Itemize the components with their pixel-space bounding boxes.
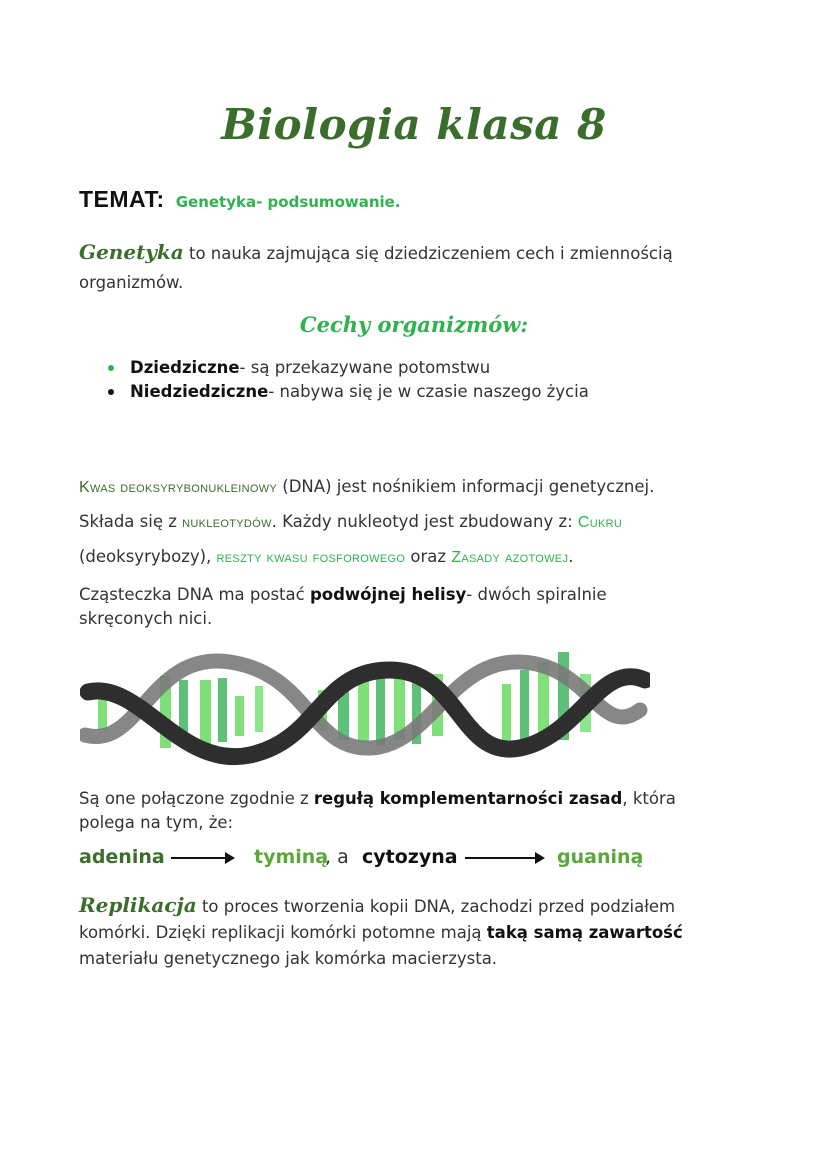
trait-desc: - nabywa się je w czasie naszego życia: [268, 382, 589, 401]
adenine-label: adenina: [79, 846, 165, 868]
replication-bold: taką samą zawartość: [486, 923, 683, 942]
rule-line2: polega na tym, że:: [79, 813, 234, 832]
topic-line: [79, 186, 401, 213]
replication-line3: materiału genetycznego jak komórka macierzysta.: [79, 949, 498, 968]
dna-line3b: oraz: [405, 547, 452, 566]
rule-line1b: , która: [622, 789, 676, 808]
thymine-label: tyminą: [254, 846, 329, 868]
list-item: [108, 380, 589, 404]
base-term: Zasady azotowej: [451, 549, 569, 566]
rule-paragraph: [79, 787, 759, 835]
topic-text: Genetyka- podsumowanie.: [175, 193, 401, 211]
dna-line3a: (deoksyrybozy),: [79, 547, 217, 566]
helix-paragraph: [79, 583, 759, 631]
arrow-right-icon: [465, 857, 543, 859]
pair-separator: , a: [325, 846, 349, 868]
phosphate-term: reszty kwasu fosforowego: [216, 549, 406, 566]
sugar-term: Cukru: [577, 514, 623, 531]
cytosine-label: cytozyna: [362, 846, 458, 868]
arrow-right-icon: [171, 857, 233, 859]
traits-list: [108, 356, 589, 404]
nucleotides-term: nukleotydów: [182, 514, 272, 531]
genetics-line1: to nauka zajmująca się dziedziczeniem cech i zmiennością: [183, 244, 673, 263]
trait-name: Niedziedziczne: [130, 382, 269, 401]
replication-paragraph: [79, 892, 769, 972]
replication-line1: to proces tworzenia kopii DNA, zachodzi przed podziałem: [196, 897, 676, 916]
genetics-line2: organizmów.: [79, 273, 184, 292]
dna-paragraph: [79, 470, 759, 575]
dna-line2a: Składa się z: [79, 512, 183, 531]
dna-line1: (DNA) jest nośnikiem informacji genetycznej.: [277, 477, 655, 496]
rule-bold: regułą komplementarności zasad: [313, 789, 623, 808]
list-item: [108, 356, 589, 380]
genetics-definition: [79, 238, 759, 297]
guanine-label: guaniną: [557, 846, 644, 868]
rule-line1a: Są one połączone zgodnie z: [79, 789, 314, 808]
topic-label: TEMAT:: [79, 186, 165, 212]
replication-term: Replikacja: [79, 893, 197, 917]
helix-bold: podwójnej helisy: [309, 585, 467, 604]
base-pairing-row: [79, 846, 779, 876]
trait-desc: - są przekazywane potomstwu: [239, 358, 491, 377]
page-title: Biologia klasa 8: [221, 100, 607, 149]
traits-heading: Cechy organizmów:: [299, 312, 529, 337]
dna-line3c: .: [568, 547, 574, 566]
helix-line2: skręconych nici.: [79, 609, 213, 628]
dna-helix-illustration: [80, 640, 650, 775]
helix-line1a: Cząsteczka DNA ma postać: [79, 585, 310, 604]
dna-line2b: . Każdy nukleotyd jest zbudowany z:: [271, 512, 578, 531]
helix-line1b: - dwóch spiralnie: [466, 585, 607, 604]
dna-term: Kwas deoksyrybonukleinowy: [79, 479, 278, 496]
genetics-term: Genetyka: [79, 240, 184, 264]
trait-name: Dziedziczne: [130, 358, 240, 377]
replication-line2: komórki. Dzięki replikacji komórki potomne mają: [79, 923, 487, 942]
